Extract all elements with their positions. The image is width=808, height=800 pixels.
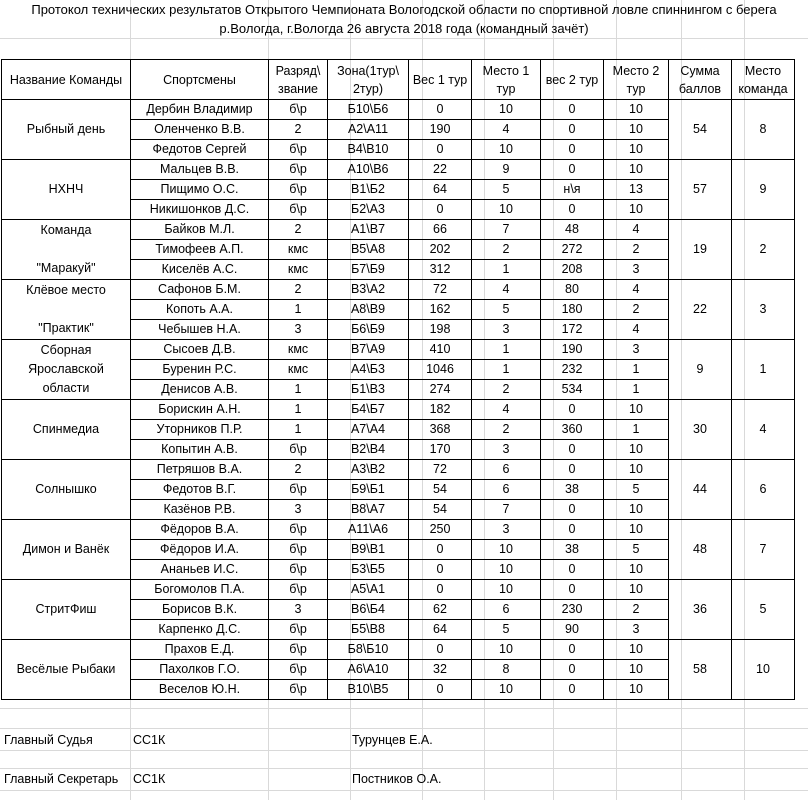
place-2-cell: 10 [604,580,669,600]
place-1-cell: 1 [472,340,541,360]
place-1-cell: 3 [472,520,541,540]
place-2-cell: 1 [604,360,669,380]
team-name-line: Весёлые Рыбаки [16,662,116,676]
zone-cell: Б10\Б6 [328,100,409,120]
athlete-name-cell: Фёдоров В.А. [131,520,269,540]
weight-1-cell: 62 [409,600,472,620]
athlete-name-cell: Борискин А.Н. [131,400,269,420]
zone-cell: В8\А7 [328,500,409,520]
zone-cell: В5\А8 [328,240,409,260]
zone-cell: А11\А6 [328,520,409,540]
weight-2-cell: 0 [541,500,604,520]
weight-2-cell: 0 [541,580,604,600]
team-name-line: Димон и Ванёк [22,542,110,556]
table-header-row [2,60,795,100]
weight-2-cell: 0 [541,680,604,700]
place-1-cell: 1 [472,260,541,280]
zone-cell: Б7\Б9 [328,260,409,280]
weight-2-cell: 208 [541,260,604,280]
team-name-line: "Маракуй" [36,261,96,275]
header-sum: Сумма баллов [669,60,732,100]
table-row [2,220,795,240]
athlete-name-cell: Оленченко В.В. [131,120,269,140]
team-name-line: Спинмедиа [32,422,100,436]
title-line-2: р.Вологда, г.Вологда 26 августа 2018 года (командный зачёт) [219,21,589,36]
athlete-name-cell: Прахов Е.Д. [131,640,269,660]
document-title [0,0,808,38]
header-team-place: Место команда [732,60,795,100]
weight-1-cell: 72 [409,460,472,480]
place-1-cell: 7 [472,220,541,240]
weight-2-cell: 38 [541,540,604,560]
team-name-cell [2,280,131,340]
rank-cell: б\р [269,440,328,460]
athlete-name-cell: Казёнов Р.В. [131,500,269,520]
place-1-cell: 6 [472,460,541,480]
athlete-name-cell: Никишонков Д.С. [131,200,269,220]
zone-cell: А4\Б3 [328,360,409,380]
place-2-cell: 13 [604,180,669,200]
gridline [0,768,808,769]
gridline [0,708,808,709]
table-row [2,280,795,300]
rank-cell: б\р [269,540,328,560]
weight-2-cell: 0 [541,400,604,420]
zone-cell: В7\А9 [328,340,409,360]
zone-cell: А5\А1 [328,580,409,600]
zone-cell: Б8\Б10 [328,640,409,660]
team-sum-cell: 54 [669,100,732,160]
weight-1-cell: 410 [409,340,472,360]
place-1-cell: 10 [472,100,541,120]
place-1-cell: 10 [472,640,541,660]
place-1-cell: 9 [472,160,541,180]
weight-2-cell: 272 [541,240,604,260]
weight-1-cell: 22 [409,160,472,180]
team-sum-cell: 36 [669,580,732,640]
place-2-cell: 1 [604,420,669,440]
weight-2-cell: 80 [541,280,604,300]
place-1-cell: 5 [472,620,541,640]
table-row [2,460,795,480]
weight-1-cell: 0 [409,560,472,580]
weight-2-cell: 0 [541,460,604,480]
place-2-cell: 3 [604,340,669,360]
place-2-cell: 10 [604,440,669,460]
athlete-name-cell: Киселёв А.С. [131,260,269,280]
team-place-cell: 3 [732,280,795,340]
zone-cell: Б1\В3 [328,380,409,400]
team-sum-cell: 48 [669,520,732,580]
weight-1-cell: 0 [409,200,472,220]
place-1-cell: 3 [472,320,541,340]
team-place-cell: 6 [732,460,795,520]
weight-1-cell: 54 [409,500,472,520]
zone-cell: Б5\В8 [328,620,409,640]
weight-1-cell: 274 [409,380,472,400]
team-name-line: СтритФиш [35,602,97,616]
team-sum-cell: 44 [669,460,732,520]
rank-cell: б\р [269,480,328,500]
rank-cell: б\р [269,160,328,180]
weight-2-cell: 360 [541,420,604,440]
judge-name: Турунцев Е.А. [352,733,433,747]
weight-1-cell: 312 [409,260,472,280]
team-name-cell [2,640,131,700]
team-sum-cell: 57 [669,160,732,220]
place-2-cell: 10 [604,460,669,480]
team-name-line: Солнышко [35,482,97,496]
athlete-name-cell: Чебышев Н.А. [131,320,269,340]
place-2-cell: 10 [604,640,669,660]
rank-cell: б\р [269,560,328,580]
place-2-cell: 5 [604,540,669,560]
header-weight-1: Вес 1 тур [409,60,472,100]
rank-cell: кмс [269,240,328,260]
team-place-cell: 8 [732,100,795,160]
team-sum-cell: 58 [669,640,732,700]
team-name-cell [2,400,131,460]
weight-1-cell: 64 [409,180,472,200]
rank-cell: б\р [269,180,328,200]
weight-2-cell: 0 [541,100,604,120]
rank-cell: 1 [269,380,328,400]
place-1-cell: 5 [472,180,541,200]
place-1-cell: 4 [472,120,541,140]
weight-2-cell: н\я [541,180,604,200]
rank-cell: б\р [269,100,328,120]
place-1-cell: 4 [472,400,541,420]
team-name-line: Команда [40,223,92,237]
weight-1-cell: 250 [409,520,472,540]
weight-1-cell: 0 [409,640,472,660]
athlete-name-cell: Денисов А.В. [131,380,269,400]
team-name-cell [2,580,131,640]
team-sum-cell: 9 [669,340,732,400]
weight-1-cell: 198 [409,320,472,340]
team-place-cell: 9 [732,160,795,220]
zone-cell: А7\А4 [328,420,409,440]
weight-2-cell: 172 [541,320,604,340]
gridline [0,790,808,791]
place-1-cell: 10 [472,140,541,160]
athlete-name-cell: Ананьев И.С. [131,560,269,580]
weight-1-cell: 0 [409,680,472,700]
zone-cell: Б6\Б9 [328,320,409,340]
athlete-name-cell: Карпенко Д.С. [131,620,269,640]
athlete-name-cell: Дербин Владимир [131,100,269,120]
team-name-line: Сборная [40,343,92,357]
zone-cell: В3\А2 [328,280,409,300]
team-name-cell [2,220,131,280]
team-name-cell [2,100,131,160]
header-team: Название Команды [2,60,131,100]
place-1-cell: 2 [472,380,541,400]
zone-cell: А8\В9 [328,300,409,320]
team-place-cell: 7 [732,520,795,580]
weight-1-cell: 0 [409,100,472,120]
team-name-line: Ярославской [28,362,104,376]
zone-cell: В9\В1 [328,540,409,560]
weight-2-cell: 0 [541,660,604,680]
athlete-name-cell: Буренин Р.С. [131,360,269,380]
weight-1-cell: 162 [409,300,472,320]
zone-cell: В4\В10 [328,140,409,160]
secretary-category: СС1К [133,772,166,786]
athlete-name-cell: Сафонов Б.М. [131,280,269,300]
rank-cell: б\р [269,660,328,680]
zone-cell: А10\В6 [328,160,409,180]
athlete-name-cell: Борисов В.К. [131,600,269,620]
athlete-name-cell: Фёдоров И.А. [131,540,269,560]
athlete-name-cell: Федотов В.Г. [131,480,269,500]
place-2-cell: 10 [604,160,669,180]
zone-cell: А6\А10 [328,660,409,680]
weight-2-cell: 0 [541,520,604,540]
weight-2-cell: 38 [541,480,604,500]
weight-1-cell: 72 [409,280,472,300]
place-2-cell: 2 [604,600,669,620]
zone-cell: А1\В7 [328,220,409,240]
weight-2-cell: 0 [541,200,604,220]
team-sum-cell: 22 [669,280,732,340]
weight-1-cell: 32 [409,660,472,680]
rank-cell: б\р [269,140,328,160]
weight-2-cell: 48 [541,220,604,240]
place-1-cell: 2 [472,420,541,440]
place-1-cell: 8 [472,660,541,680]
zone-cell: А3\В2 [328,460,409,480]
place-1-cell: 2 [472,240,541,260]
gridline [0,750,808,751]
place-2-cell: 4 [604,280,669,300]
weight-2-cell: 232 [541,360,604,380]
team-name-line [2,240,130,259]
weight-1-cell: 170 [409,440,472,460]
secretary-name: Постников О.А. [352,772,442,786]
header-zone: Зона(1тур\ 2тур) [328,60,409,100]
place-1-cell: 1 [472,360,541,380]
place-1-cell: 10 [472,540,541,560]
gridline [0,38,808,39]
place-2-cell: 10 [604,120,669,140]
rank-cell: б\р [269,680,328,700]
table-row [2,520,795,540]
weight-2-cell: 0 [541,140,604,160]
header-place-1: Место 1 тур [472,60,541,100]
team-sum-cell: 19 [669,220,732,280]
weight-2-cell: 0 [541,120,604,140]
table-row [2,640,795,660]
team-name-line: Клёвое место [26,283,106,297]
team-name-cell [2,160,131,220]
team-name-cell [2,340,131,400]
athlete-name-cell: Сысоев Д.В. [131,340,269,360]
table-row [2,340,795,360]
athlete-name-cell: Петряшов В.А. [131,460,269,480]
place-2-cell: 10 [604,140,669,160]
weight-1-cell: 66 [409,220,472,240]
weight-1-cell: 368 [409,420,472,440]
weight-1-cell: 0 [409,540,472,560]
weight-1-cell: 54 [409,480,472,500]
place-2-cell: 10 [604,680,669,700]
place-2-cell: 5 [604,480,669,500]
weight-1-cell: 0 [409,140,472,160]
place-2-cell: 10 [604,520,669,540]
place-2-cell: 2 [604,300,669,320]
zone-cell: В6\Б4 [328,600,409,620]
table-row [2,580,795,600]
gridline [0,728,808,729]
team-name-line: НХНЧ [48,182,84,196]
rank-cell: б\р [269,520,328,540]
judge-category: СС1К [133,733,166,747]
athlete-name-cell: Веселов Ю.Н. [131,680,269,700]
athlete-name-cell: Тимофеев А.П. [131,240,269,260]
zone-cell: В10\В5 [328,680,409,700]
zone-cell: В2\В4 [328,440,409,460]
title-line-1: Протокол технических результатов Открытого Чемпионата Вологодской области по спортивной ловле спиннингом с берега [31,2,777,17]
weight-2-cell: 0 [541,160,604,180]
rank-cell: кмс [269,260,328,280]
place-2-cell: 10 [604,200,669,220]
weight-2-cell: 0 [541,640,604,660]
athlete-name-cell: Копытин А.В. [131,440,269,460]
place-1-cell: 4 [472,280,541,300]
team-place-cell: 1 [732,340,795,400]
place-1-cell: 5 [472,300,541,320]
place-2-cell: 10 [604,660,669,680]
weight-2-cell: 0 [541,560,604,580]
rank-cell: 3 [269,600,328,620]
zone-cell: А2\А11 [328,120,409,140]
athlete-name-cell: Мальцев В.В. [131,160,269,180]
place-1-cell: 7 [472,500,541,520]
team-name-cell [2,520,131,580]
weight-1-cell: 190 [409,120,472,140]
secretary-label: Главный Секретарь [4,772,119,786]
rank-cell: 1 [269,400,328,420]
team-place-cell: 4 [732,400,795,460]
athlete-name-cell: Федотов Сергей [131,140,269,160]
weight-2-cell: 180 [541,300,604,320]
place-2-cell: 10 [604,100,669,120]
zone-cell: Б9\Б1 [328,480,409,500]
weight-2-cell: 190 [541,340,604,360]
place-1-cell: 6 [472,480,541,500]
place-2-cell: 2 [604,240,669,260]
rank-cell: б\р [269,620,328,640]
results-table [1,59,795,700]
weight-1-cell: 64 [409,620,472,640]
team-name-cell [2,460,131,520]
weight-2-cell: 90 [541,620,604,640]
place-1-cell: 10 [472,580,541,600]
weight-2-cell: 0 [541,440,604,460]
header-place-2: Место 2 тур [604,60,669,100]
place-1-cell: 3 [472,440,541,460]
judge-label: Главный Судья [4,733,93,747]
place-2-cell: 4 [604,320,669,340]
zone-cell: В1\Б2 [328,180,409,200]
rank-cell: 2 [269,220,328,240]
rank-cell: 3 [269,500,328,520]
table-row [2,100,795,120]
team-name-line: области [42,381,90,395]
header-weight-2: вес 2 тур [541,60,604,100]
header-athletes: Спортсмены [131,60,269,100]
place-2-cell: 4 [604,220,669,240]
rank-cell: б\р [269,640,328,660]
rank-cell: 2 [269,460,328,480]
team-place-cell: 2 [732,220,795,280]
team-name-line [2,300,130,319]
athlete-name-cell: Богомолов П.А. [131,580,269,600]
rank-cell: 2 [269,120,328,140]
place-2-cell: 3 [604,260,669,280]
table-row [2,400,795,420]
rank-cell: б\р [269,580,328,600]
place-1-cell: 10 [472,560,541,580]
place-2-cell: 10 [604,500,669,520]
place-1-cell: 10 [472,680,541,700]
athlete-name-cell: Пахолков Г.О. [131,660,269,680]
weight-1-cell: 182 [409,400,472,420]
place-2-cell: 10 [604,400,669,420]
team-place-cell: 5 [732,580,795,640]
zone-cell: Б2\А3 [328,200,409,220]
place-1-cell: 10 [472,200,541,220]
place-2-cell: 10 [604,560,669,580]
zone-cell: Б4\Б7 [328,400,409,420]
rank-cell: 1 [269,420,328,440]
rank-cell: 3 [269,320,328,340]
athlete-name-cell: Байков М.Л. [131,220,269,240]
weight-1-cell: 1046 [409,360,472,380]
team-name-line: Рыбный день [26,122,106,136]
weight-2-cell: 230 [541,600,604,620]
athlete-name-cell: Уторников П.Р. [131,420,269,440]
place-1-cell: 6 [472,600,541,620]
weight-2-cell: 534 [541,380,604,400]
zone-cell: Б3\Б5 [328,560,409,580]
team-name-line: "Практик" [38,321,94,335]
place-2-cell: 1 [604,380,669,400]
header-rank: Разряд\ звание [269,60,328,100]
athlete-name-cell: Копоть А.А. [131,300,269,320]
rank-cell: кмс [269,360,328,380]
rank-cell: 1 [269,300,328,320]
weight-1-cell: 202 [409,240,472,260]
team-sum-cell: 30 [669,400,732,460]
rank-cell: 2 [269,280,328,300]
place-2-cell: 3 [604,620,669,640]
table-row [2,160,795,180]
rank-cell: кмс [269,340,328,360]
rank-cell: б\р [269,200,328,220]
athlete-name-cell: Пищимо О.С. [131,180,269,200]
weight-1-cell: 0 [409,580,472,600]
team-place-cell: 10 [732,640,795,700]
